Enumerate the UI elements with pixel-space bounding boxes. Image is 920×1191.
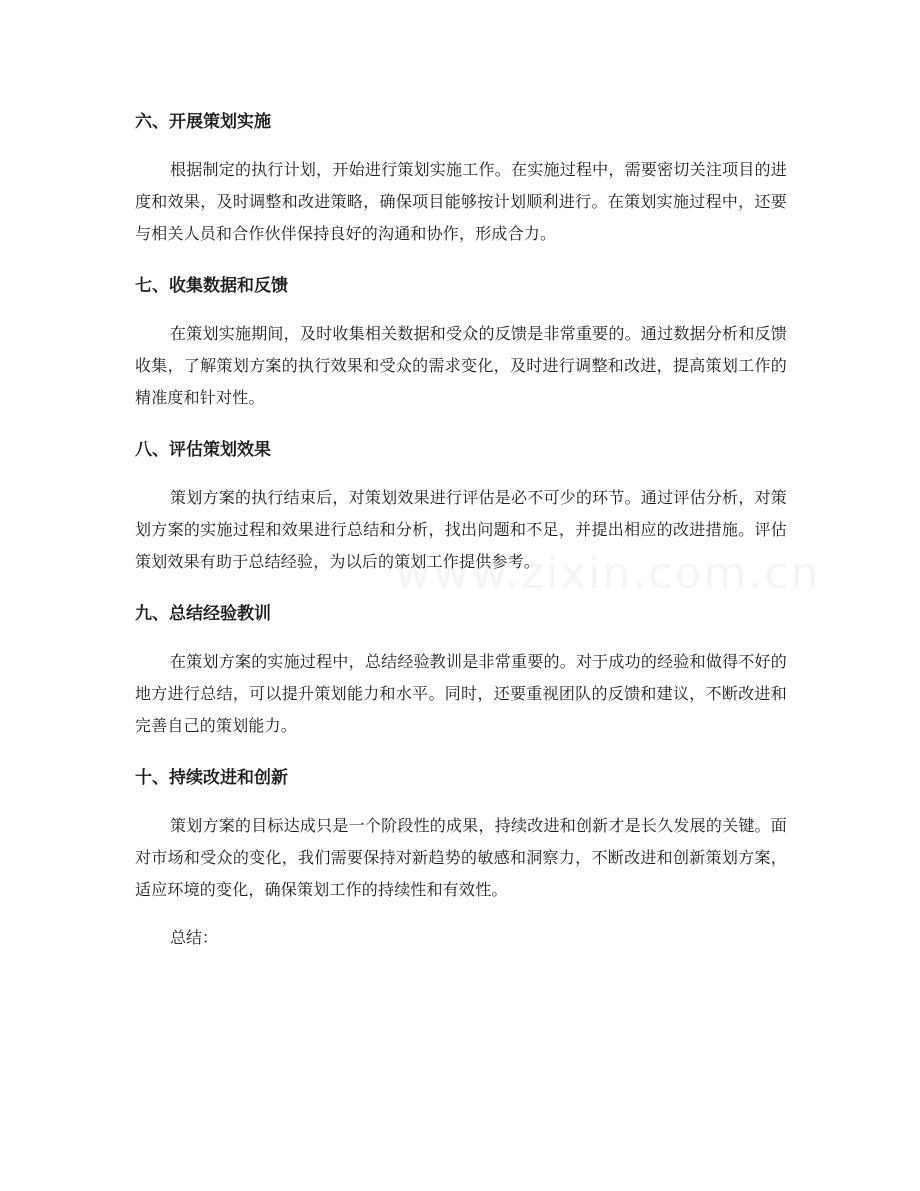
section-heading: 十、持续改进和创新 [135, 768, 288, 788]
section-paragraph: 在策划方案的实施过程中，总结经验教训是非常重要的。对于成功的经验和做得不好的地方进行总结，可以提升策划能力和水平。同时，还要重视团队的反馈和建议，不断改进和完善自己的策划能力。 [135, 652, 787, 735]
section-paragraph: 根据制定的执行计划，开始进行策划实施工作。在实施过程中，需要密切关注项目的进度和效果，及时调整和改进策略，确保项目能够按计划顺利进行。在策划实施过程中，还要与相关人员和合作伙伴保持良好的沟通和协作，形成合力。 [135, 160, 787, 243]
section-10 [135, 758, 787, 906]
section-8 [135, 430, 787, 578]
summary-label: 总结： [170, 928, 219, 947]
section-paragraph: 在策划实施期间，及时收集相关数据和受众的反馈是非常重要的。通过数据分析和反馈收集，了解策划方案的执行效果和受众的需求变化，及时进行调整和改进，提高策划工作的精准度和针对性。 [135, 324, 787, 407]
section-7 [135, 266, 787, 414]
section-9 [135, 594, 787, 742]
section-heading: 八、评估策划效果 [135, 440, 271, 460]
section-paragraph: 策划方案的执行结束后，对策划效果进行评估是必不可少的环节。通过评估分析，对策划方案的实施过程和效果进行总结和分析，找出问题和不足，并提出相应的改进措施。评估策划效果有助于总结经验，为以后的策划工作提供参考。 [135, 488, 787, 571]
section-6 [135, 102, 787, 250]
section-heading: 九、总结经验教训 [135, 604, 271, 624]
section-paragraph: 策划方案的目标达成只是一个阶段性的成果，持续改进和创新才是长久发展的关键。面对市场和受众的变化，我们需要保持对新趋势的敏感和洞察力，不断改进和创新策划方案，适应环境的变化，确保策划工作的持续性和有效性。 [135, 816, 787, 899]
section-heading: 七、收集数据和反馈 [135, 276, 288, 296]
document-page [135, 102, 787, 954]
section-heading: 六、开展策划实施 [135, 112, 271, 132]
